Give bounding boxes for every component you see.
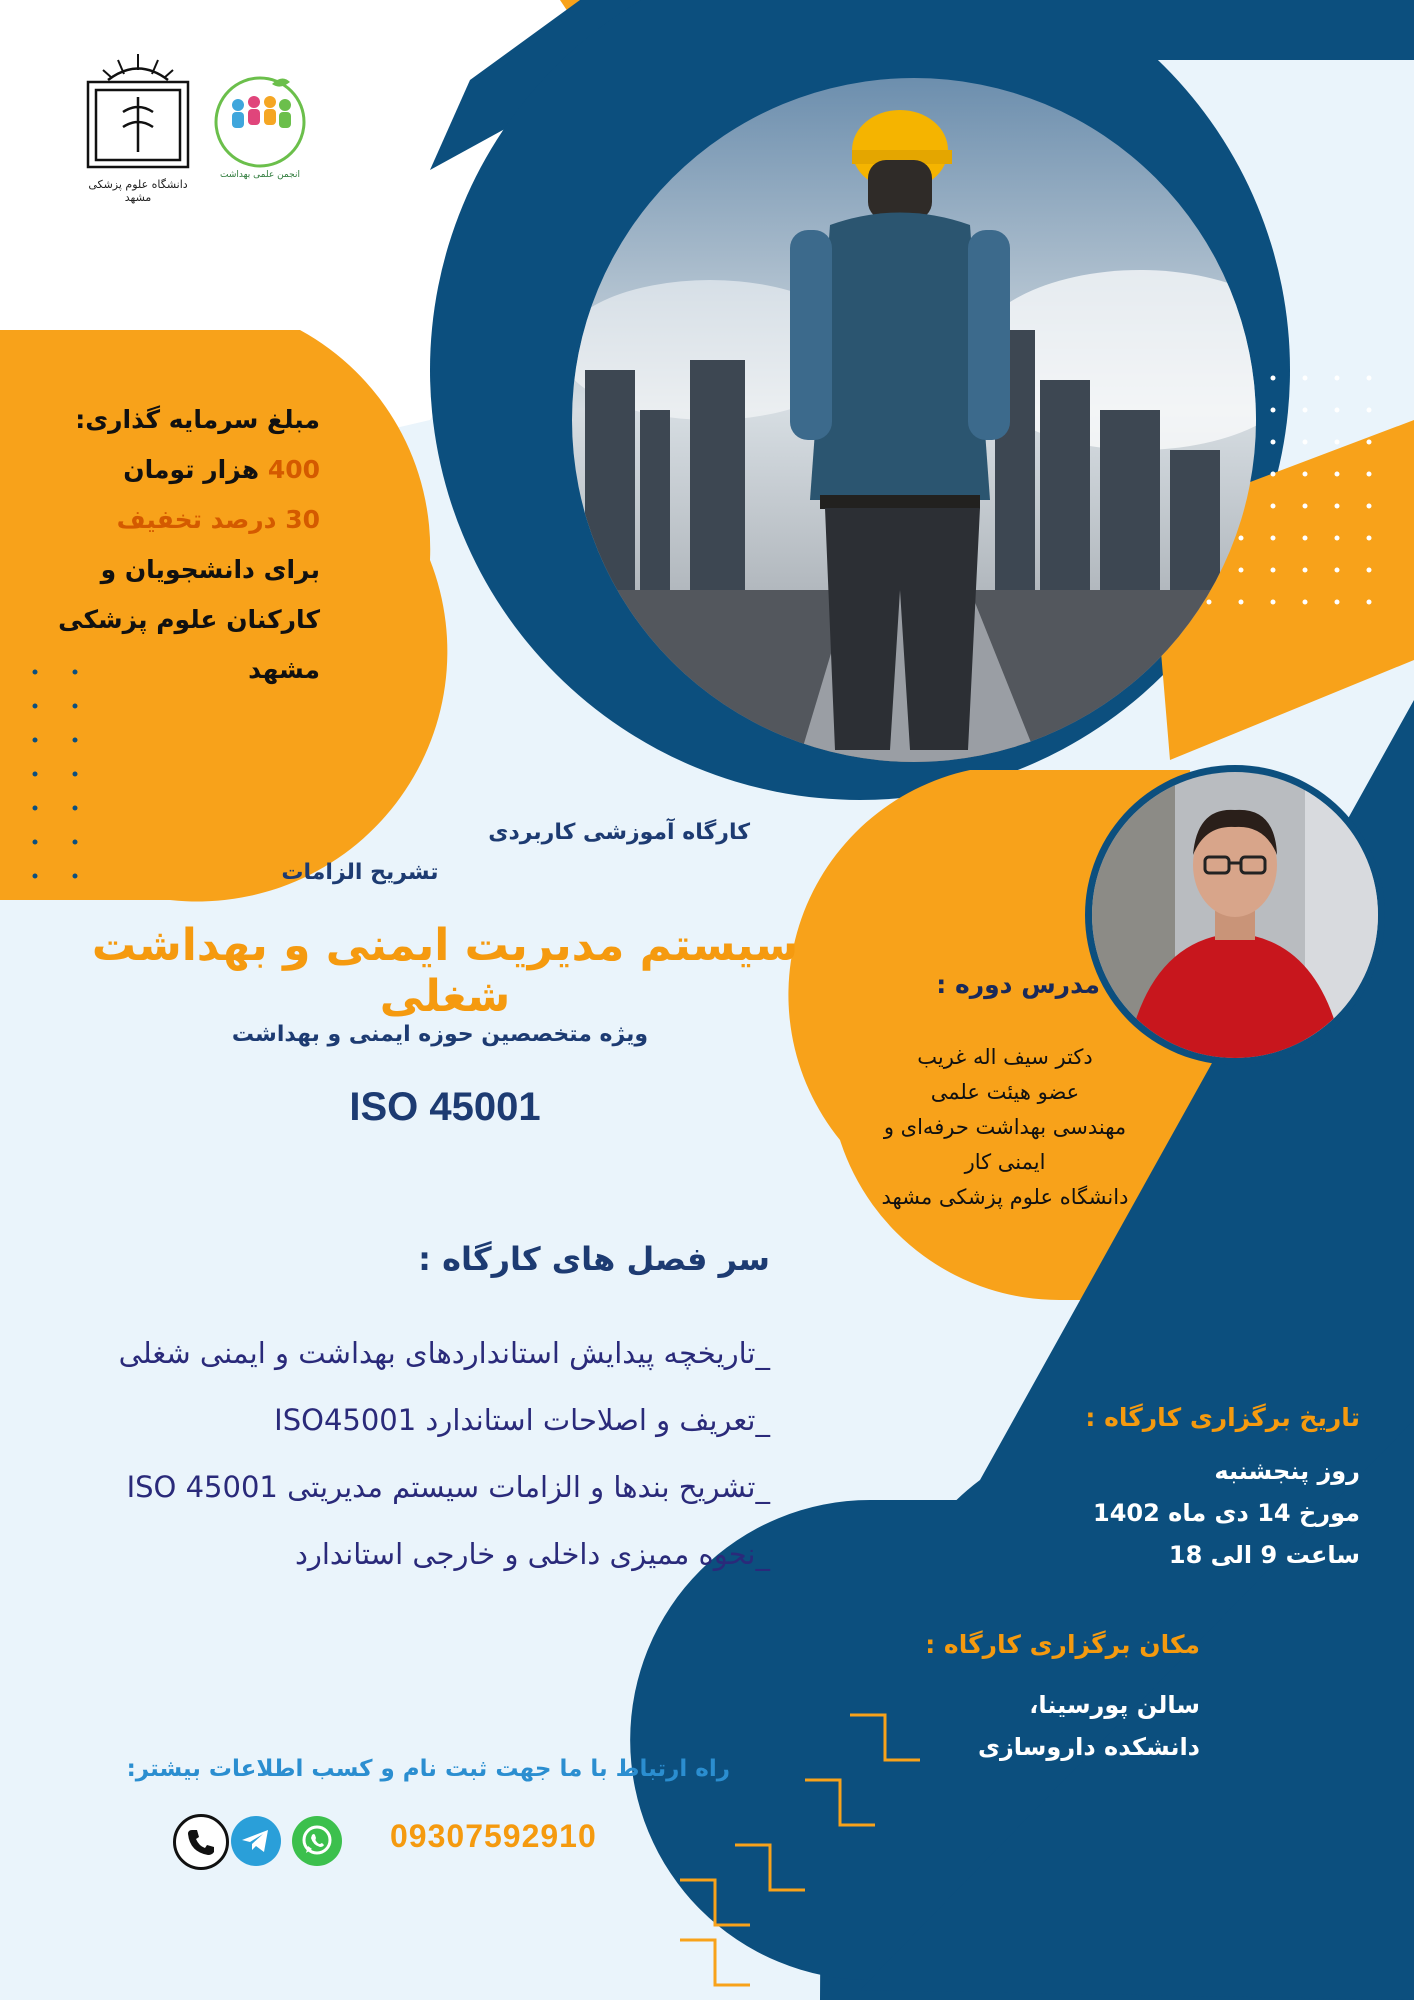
decorative-dot bbox=[73, 738, 78, 743]
topics-list bbox=[60, 1320, 770, 1588]
decorative-dot bbox=[1335, 600, 1340, 605]
decorative-dot bbox=[1367, 408, 1372, 413]
university-caption: دانشگاه علوم پزشکی مشهد bbox=[88, 178, 188, 204]
decorative-dot bbox=[1367, 600, 1372, 605]
hero-photo bbox=[490, 30, 1310, 790]
whatsapp-icon[interactable] bbox=[292, 1816, 342, 1866]
price-block bbox=[0, 395, 320, 695]
topic-item: _تاریخچه پیدایش استانداردهای بهداشت و ایمنی شغلی bbox=[118, 1336, 770, 1370]
price-line-6: مشهد bbox=[248, 655, 320, 684]
decorative-dot bbox=[33, 874, 38, 879]
decorative-dot bbox=[73, 806, 78, 811]
decorative-dot bbox=[1335, 472, 1340, 477]
instructor-line: دانشگاه علوم پزشکی مشهد bbox=[881, 1185, 1129, 1209]
price-discount: 30 درصد تخفیف bbox=[116, 505, 320, 534]
workshop-title: سیستم مدیریت ایمنی و بهداشت شغلی bbox=[91, 920, 799, 1022]
decorative-dot bbox=[1335, 536, 1340, 541]
decorative-dot bbox=[1367, 568, 1372, 573]
decorative-dot bbox=[73, 840, 78, 845]
phone-number[interactable]: 09307592910 bbox=[390, 1818, 597, 1854]
decorative-dot bbox=[1335, 376, 1340, 381]
decorative-dot bbox=[73, 704, 78, 709]
price-line-5: کارکنان علوم پزشکی bbox=[58, 605, 320, 634]
venue-line-1: سالن پورسینا، bbox=[1029, 1691, 1200, 1719]
decorative-dot bbox=[73, 874, 78, 879]
instructor-heading: مدرس دوره : bbox=[936, 970, 1100, 999]
schedule-heading: تاریخ برگزاری کارگاه : bbox=[1085, 1403, 1360, 1432]
instructor-line: مهندسی بهداشت حرفه‌ای و bbox=[883, 1115, 1127, 1139]
decorative-dot bbox=[1335, 408, 1340, 413]
price-heading: مبلغ سرمایه گذاری: bbox=[75, 405, 320, 434]
venue-info bbox=[850, 1684, 1200, 1768]
workshop-line-1: کارگاه آموزشی کاربردی bbox=[488, 820, 750, 845]
association-caption: انجمن علمی بهداشت bbox=[220, 170, 300, 180]
schedule-time: ساعت 9 الی 18 bbox=[1168, 1541, 1360, 1569]
price-amount-number: 400 bbox=[267, 455, 320, 484]
schedule-info bbox=[1040, 1450, 1360, 1576]
decorative-dot bbox=[33, 772, 38, 777]
topic-item: _نحوه ممیزی داخلی و خارجی استاندارد bbox=[294, 1537, 770, 1571]
instructor-name: دکتر سیف اله غریب bbox=[917, 1045, 1093, 1069]
decorative-dot bbox=[1335, 504, 1340, 509]
decorative-dot bbox=[33, 738, 38, 743]
instructor-photo bbox=[1085, 765, 1385, 1065]
venue-line-2: دانشکده داروسازی bbox=[977, 1733, 1200, 1761]
decorative-dot bbox=[1367, 504, 1372, 509]
university-logo bbox=[78, 52, 198, 212]
price-amount-unit: هزار تومان bbox=[123, 455, 260, 484]
workshop-line-2: تشریح الزامات bbox=[281, 860, 439, 885]
instructor-info bbox=[850, 1040, 1160, 1215]
venue-heading: مکان برگزاری کارگاه : bbox=[925, 1630, 1200, 1659]
decorative-dot bbox=[1367, 472, 1372, 477]
decorative-dot bbox=[1367, 536, 1372, 541]
decorative-dot bbox=[33, 704, 38, 709]
topics-heading: سر فصل های کارگاه : bbox=[418, 1240, 770, 1278]
instructor-line: عضو هیئت علمی bbox=[930, 1080, 1080, 1104]
decorative-dot bbox=[1335, 440, 1340, 445]
telegram-icon[interactable] bbox=[231, 1816, 281, 1866]
topic-item: _تشریح بندها و الزامات سیستم مدیریتی ISO 45001 bbox=[126, 1470, 770, 1504]
iso-standard: ISO 45001 bbox=[349, 1085, 541, 1129]
price-line-4: برای دانشجویان و bbox=[100, 555, 320, 584]
decorative-dot bbox=[1335, 568, 1340, 573]
decorative-dot bbox=[33, 840, 38, 845]
decorative-dot bbox=[33, 806, 38, 811]
association-logo bbox=[210, 70, 310, 180]
decorative-dot bbox=[1367, 376, 1372, 381]
decorative-dot bbox=[1367, 440, 1372, 445]
topic-item: _تعریف و اصلاحات استاندارد ISO45001 bbox=[274, 1403, 770, 1437]
price-amount bbox=[0, 445, 320, 495]
schedule-day: روز پنجشنبه bbox=[1214, 1457, 1360, 1485]
workshop-subtitle: ویژه متخصصین حوزه ایمنی و بهداشت bbox=[231, 1022, 649, 1047]
schedule-date: مورخ 14 دی ماه 1402 bbox=[1093, 1499, 1360, 1527]
contact-text: راه ارتباط با ما جهت ثبت نام و کسب اطلاعات بیشتر: bbox=[126, 1756, 730, 1782]
decorative-dot bbox=[73, 772, 78, 777]
phone-icon[interactable] bbox=[173, 1814, 229, 1870]
instructor-line: ایمنی کار bbox=[964, 1150, 1046, 1174]
